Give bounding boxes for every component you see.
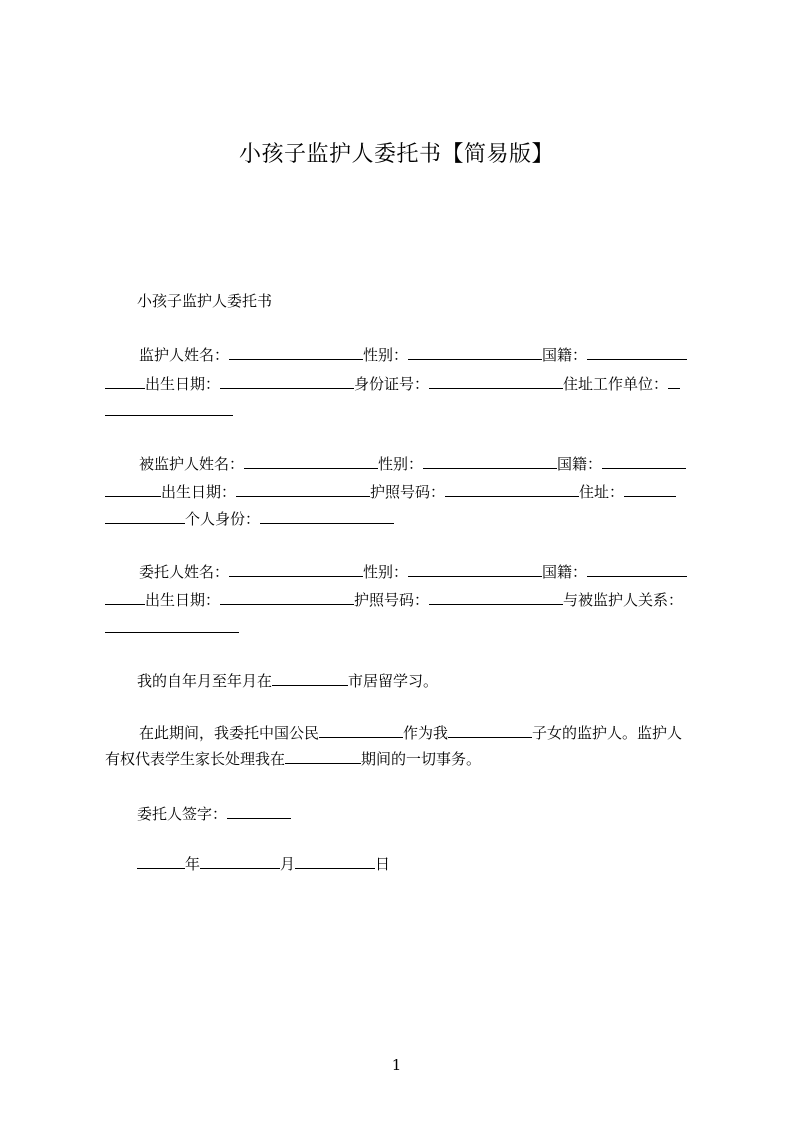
entrust-child-blank[interactable] <box>448 722 532 738</box>
entrust-paragraph-line-1 <box>105 722 735 743</box>
principal-passport-blank[interactable] <box>429 589 563 605</box>
principal-passport-label: 护照号码： <box>354 591 430 609</box>
ward-passport-label: 护照号码： <box>370 483 446 501</box>
ward-address-label: 住址： <box>579 483 625 501</box>
principal-gender-label: 性别： <box>363 563 409 581</box>
ward-name-label: 被监护人姓名： <box>139 455 245 473</box>
principal-line-2 <box>105 589 701 610</box>
entrust-place-blank[interactable] <box>285 748 361 764</box>
principal-relation-label: 与被监护人关系： <box>563 591 684 609</box>
ward-identity-blank[interactable] <box>260 508 394 524</box>
ward-line-3 <box>105 508 701 529</box>
ward-gender-label: 性别： <box>378 455 424 473</box>
ward-nationality-label: 国籍： <box>557 455 603 473</box>
guardian-address-blank[interactable] <box>668 373 680 389</box>
signature-blank[interactable] <box>227 803 291 819</box>
date-day-label: 日 <box>375 855 391 873</box>
guardian-name-label: 监护人姓名： <box>139 346 230 364</box>
ward-line-1 <box>105 453 735 474</box>
guardian-line-2 <box>105 373 701 394</box>
principal-line-3 <box>105 617 701 638</box>
ward-passport-blank[interactable] <box>445 481 579 497</box>
date-day-blank[interactable] <box>295 853 375 869</box>
ward-address-blank[interactable] <box>624 481 676 497</box>
ward-address-blank-cont[interactable] <box>105 508 185 524</box>
ward-gender-blank[interactable] <box>423 453 557 469</box>
guardian-birth-blank[interactable] <box>220 373 354 389</box>
guardian-nationality-blank[interactable] <box>587 344 687 360</box>
guardian-nationality-label: 国籍： <box>542 346 588 364</box>
principal-birth-label: 出生日期： <box>145 591 221 609</box>
guardian-address-label: 住址工作单位： <box>563 375 669 393</box>
principal-line-1 <box>105 561 735 582</box>
subtitle-text: 小孩子监护人委托书 <box>137 292 273 310</box>
entrust-text-3: 子女的监护人。监护人 <box>532 724 683 742</box>
entrust-citizen-blank[interactable] <box>319 722 403 738</box>
ward-nationality-blank[interactable] <box>602 453 686 469</box>
document-subtitle <box>105 291 733 311</box>
principal-birth-blank[interactable] <box>220 589 354 605</box>
principal-nationality-label: 国籍： <box>542 563 588 581</box>
principal-gender-blank[interactable] <box>408 561 542 577</box>
ward-identity-label: 个人身份： <box>185 510 261 528</box>
entrust-text-1: 在此期间，我委托中国公民 <box>139 724 320 742</box>
guardian-gender-blank[interactable] <box>408 344 542 360</box>
signature-label: 委托人签字： <box>137 805 228 823</box>
date-line <box>105 853 733 874</box>
ward-birth-blank[interactable] <box>236 481 370 497</box>
entrust-text-4: 有权代表学生家长处理我在 <box>105 750 286 768</box>
principal-relation-blank[interactable] <box>105 617 239 633</box>
guardian-address-blank-cont[interactable] <box>105 400 233 416</box>
signature-line <box>105 803 733 824</box>
date-year-label: 年 <box>185 855 201 873</box>
entrust-text-2: 作为我 <box>403 724 449 742</box>
guardian-nationality-blank-cont[interactable] <box>105 373 145 389</box>
page-number: 1 <box>391 1056 402 1074</box>
principal-name-label: 委托人姓名： <box>139 563 230 581</box>
ward-line-2 <box>105 481 701 502</box>
stay-paragraph <box>105 670 733 691</box>
date-month-label: 月 <box>280 855 296 873</box>
principal-nationality-blank-cont[interactable] <box>105 589 145 605</box>
ward-nationality-blank-cont[interactable] <box>105 481 161 497</box>
date-year-blank[interactable] <box>137 853 185 869</box>
guardian-name-blank[interactable] <box>229 344 363 360</box>
guardian-gender-label: 性别： <box>363 346 409 364</box>
ward-name-blank[interactable] <box>244 453 378 469</box>
guardian-line-1 <box>105 344 735 365</box>
ward-birth-label: 出生日期： <box>161 483 237 501</box>
stay-text-1: 我的自年月至年月在 <box>137 672 273 690</box>
guardian-id-label: 身份证号： <box>354 375 430 393</box>
guardian-line-3 <box>105 400 701 421</box>
stay-text-2: 市居留学习。 <box>348 672 439 690</box>
date-month-blank[interactable] <box>200 853 280 869</box>
principal-nationality-blank[interactable] <box>587 561 687 577</box>
stay-city-blank[interactable] <box>272 670 348 686</box>
document-title: 小孩子监护人委托书【简易版】 <box>238 142 554 167</box>
entrust-paragraph-line-2 <box>105 748 701 769</box>
guardian-id-blank[interactable] <box>429 373 563 389</box>
principal-name-blank[interactable] <box>229 561 363 577</box>
guardian-birth-label: 出生日期： <box>145 375 221 393</box>
entrust-text-5: 期间的一切事务。 <box>361 750 482 768</box>
